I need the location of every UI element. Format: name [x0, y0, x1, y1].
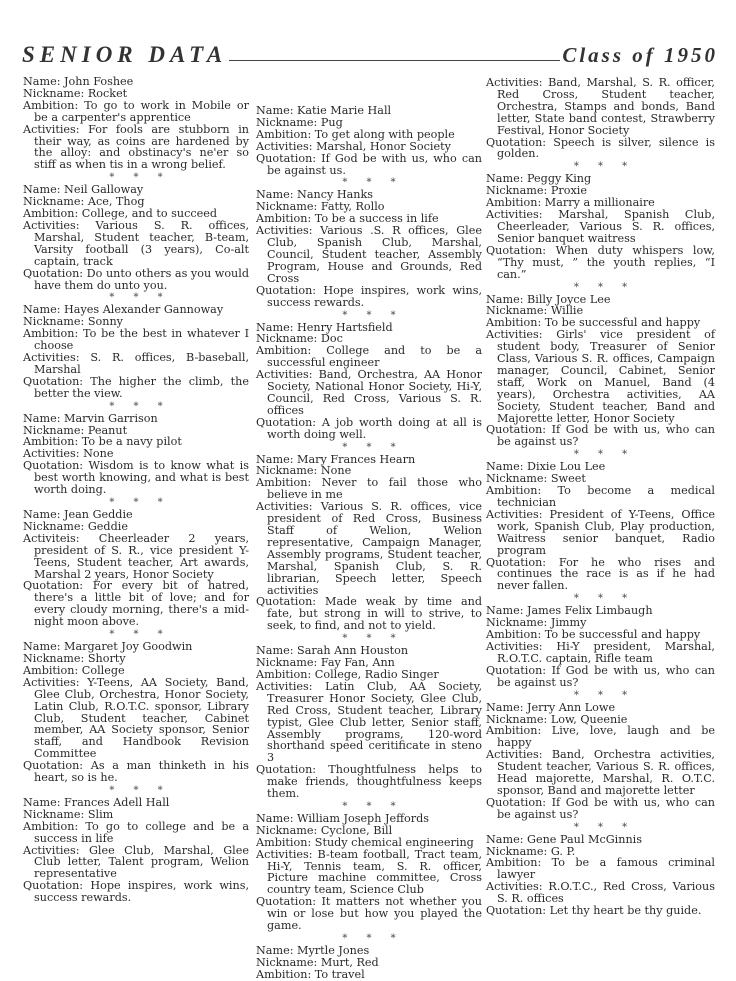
field-label: Name: — [486, 604, 524, 618]
field-value: For he who rises and continues the race is as if he had never fallen. — [497, 555, 715, 593]
field-label: Ambition: — [486, 628, 542, 642]
field-label: Quotation: — [23, 759, 84, 773]
field-value: For every bit of hatred, there's a little bit of love; and for every cloudy morning, there's a mid-night moon above. — [34, 579, 250, 629]
entry-separator: * * * — [573, 449, 636, 461]
field-label: Quotation: — [256, 415, 317, 429]
field-value: Band, Marshal, S. R. officer, Red Cross, Student teacher, Orchestra, Stamps and bonds, Band letter, State band contest, Strawberry Festival, Honor Society — [497, 76, 715, 137]
senior-entry — [486, 702, 715, 821]
field-value: Hope inspires, work wins, success rewards. — [34, 879, 249, 905]
senior-entry — [23, 509, 249, 628]
field-label: Name: — [23, 75, 61, 88]
field-value: John Foshee — [64, 75, 134, 88]
field-label: Activities: — [23, 218, 80, 232]
field-value: A job worth doing at all is worth doing well. — [267, 415, 482, 441]
field-ambition — [486, 485, 715, 509]
field-value: Marry a millionaire — [544, 196, 655, 210]
field-value: Doc — [320, 332, 343, 346]
field-value: Geddie — [87, 519, 128, 533]
field-value: Marvin Garrison — [64, 411, 158, 425]
field-label: Nickname: — [256, 955, 318, 969]
field-label: Ambition: — [256, 344, 312, 358]
field-quotation — [486, 424, 715, 448]
field-label: Nickname: — [23, 195, 85, 209]
header-rule — [229, 60, 560, 61]
field-activities — [486, 881, 715, 905]
field-value: Marshal, Honor Society — [316, 139, 451, 153]
field-label: Nickname: — [486, 616, 548, 630]
field-label: Quotation: — [486, 663, 547, 677]
page-header — [22, 38, 718, 68]
field-label: Name: — [486, 172, 524, 186]
field-label: Quotation: — [486, 243, 547, 257]
field-label: Nickname: — [256, 115, 318, 129]
field-activities — [486, 509, 715, 557]
field-activities — [256, 849, 482, 897]
field-label: Ambition: — [256, 835, 312, 849]
senior-entry — [23, 76, 249, 171]
field-quotation — [256, 285, 482, 309]
field-label: Name: — [23, 303, 61, 317]
field-label: Quotation: — [23, 879, 84, 893]
field-activities — [486, 77, 715, 137]
senior-entry — [23, 641, 249, 784]
entry-separator: * * * — [573, 821, 636, 833]
field-ambition — [23, 328, 249, 352]
field-value: Nancy Hanks — [297, 188, 373, 202]
field-label: Ambition: — [486, 724, 542, 738]
field-ambition — [486, 725, 715, 749]
senior-entry — [256, 645, 482, 800]
field-label: Ambition: — [256, 667, 312, 681]
field-label: Nickname: — [256, 332, 318, 346]
field-label: Activities: — [486, 208, 543, 222]
field-value: To get along with people — [314, 127, 455, 141]
field-label: Quotation: — [256, 283, 317, 297]
field-value: William Joseph Jeffords — [297, 811, 430, 825]
field-label: Nickname: — [23, 807, 85, 821]
field-value: To be a famous criminal lawyer — [497, 856, 716, 882]
field-label: Nickname: — [256, 656, 318, 670]
field-value: To go to college and be a success in life — [34, 819, 249, 845]
field-label: Ambition: — [23, 327, 79, 341]
field-label: Name: — [23, 183, 61, 197]
field-label: Name: — [256, 452, 294, 466]
field-value: It matters not whether you win or lose but how you played the game. — [267, 895, 482, 933]
field-value: Live, love, laugh and be happy — [497, 724, 715, 750]
entry-separator: * * * — [342, 800, 404, 812]
field-label: Name: — [486, 700, 524, 714]
field-ambition — [23, 821, 249, 845]
entry-separator: * * * — [109, 172, 171, 184]
field-value: Gene Paul McGinnis — [527, 832, 642, 846]
field-value: Murt, Red — [320, 955, 379, 969]
senior-entry — [486, 834, 715, 917]
field-ambition — [256, 477, 482, 501]
field-label: Name: — [256, 104, 294, 117]
field-label: Name: — [486, 460, 524, 474]
senior-entry — [256, 322, 482, 441]
field-value: Hi-Y president, Marshal, R.O.T.C. captain, Rifle team — [497, 639, 715, 665]
field-value: Low, Queenie — [550, 712, 628, 726]
entry-separator: * * * — [109, 497, 171, 508]
field-label: Nickname: — [486, 184, 548, 198]
field-value: B-team football, Tract team, Hi-Y, Tennis team, S. R. officer, Picture machine committee, Cross country team, Science Club — [267, 847, 482, 897]
field-value: The higher the climb, the better the view. — [34, 374, 249, 400]
field-value: To travel — [314, 967, 365, 981]
field-value: College, Radio Singer — [314, 667, 439, 681]
field-value: Billy Joyce Lee — [527, 292, 611, 306]
field-activities — [23, 677, 249, 760]
field-label: Activities: — [256, 500, 313, 514]
field-activiteis — [23, 533, 249, 581]
senior-entry — [486, 605, 715, 688]
field-value: Willie — [550, 304, 584, 318]
field-value: Wisdom is to know what is best worth knowing, and what is best worth doing. — [34, 459, 249, 497]
field-label: Ambition: — [486, 196, 542, 210]
field-label: Activities: — [256, 679, 313, 693]
field-value: To be the best in whatever I choose — [34, 327, 249, 353]
field-quotation — [486, 665, 715, 689]
field-value: Cheerleader 2 years, president of S. R., vice president Y-Teens, Student teacher, Art awards, Marshal 2 years, Honor Society — [34, 531, 249, 581]
field-activities — [23, 845, 249, 881]
field-quotation — [256, 764, 482, 800]
field-value: College and to be a successful engineer — [267, 344, 482, 370]
field-label: Name: — [256, 320, 294, 334]
senior-entry — [256, 813, 482, 932]
field-value: Hayes Alexander Gannoway — [64, 303, 224, 317]
field-value: Katie Marie Hall — [297, 104, 392, 117]
field-label: Ambition: — [23, 98, 79, 112]
field-value: President of Y-Teens, Office work, Spanish Club, Play production, Waitress senior banquet, Radio program — [497, 507, 715, 557]
field-quotation — [23, 460, 249, 496]
field-ambition — [23, 100, 249, 124]
field-label: Quotation: — [23, 579, 84, 593]
entry-separator: * * * — [342, 309, 404, 321]
field-quotation — [256, 596, 482, 632]
senior-entry — [23, 797, 249, 904]
field-label: Quotation: — [486, 555, 547, 569]
field-label: Name: — [486, 292, 524, 306]
field-label: Name: — [23, 640, 61, 654]
field-value: Neil Galloway — [64, 183, 144, 197]
field-value: Shorty — [87, 651, 126, 665]
field-label: Ambition: — [23, 435, 79, 449]
field-label: Name: — [486, 832, 524, 846]
field-label: Nickname: — [486, 844, 548, 858]
senior-entry — [486, 173, 715, 280]
field-label: Quotation: — [256, 595, 317, 609]
field-label: Nickname: — [23, 423, 85, 437]
field-value: Fay Fan, Ann — [320, 656, 395, 670]
field-activities — [256, 681, 482, 764]
field-value: Marshal, Spanish Club, Cheerleader, Various S. R. offices, Senior banquet waitress — [497, 208, 715, 245]
field-value: Peanut — [87, 423, 128, 437]
field-quotation — [256, 153, 482, 177]
field-label: Quotation: — [486, 904, 547, 918]
field-label: Quotation: — [23, 374, 84, 388]
field-value: Rocket — [87, 86, 128, 100]
senior-entry — [256, 189, 482, 308]
field-value: When duty whispers low, “Thy must, ” the youth replies, “I can.” — [497, 243, 715, 281]
entry-separator: * * * — [573, 161, 636, 173]
entry-separator: * * * — [573, 593, 636, 605]
field-label: Name: — [256, 644, 294, 658]
field-label: Nickname: — [23, 315, 85, 329]
field-label: Activities: — [486, 639, 543, 653]
field-value: To be successful and happy — [544, 316, 701, 330]
field-value: Proxie — [550, 184, 587, 198]
entry-separator: * * * — [573, 689, 636, 701]
senior-entry — [256, 945, 482, 981]
field-quotation — [486, 797, 715, 821]
entry-separator: * * * — [109, 292, 171, 304]
field-label: Activities: — [23, 122, 80, 136]
field-value: Y-Teens, AA Society, Band, Glee Club, Orchestra, Honor Society, Latin Club, R.O.T.C. sponsor, Library Club, Student teacher, Cabinet member, AA Society sponsor, Senior staff, and Handbook Revision Committee — [34, 675, 249, 761]
field-value: None — [83, 447, 114, 461]
field-label: Nickname: — [256, 200, 318, 214]
field-label: Activiteis: — [23, 531, 80, 545]
field-ambition — [256, 969, 482, 981]
field-label: Nickname: — [23, 86, 85, 100]
field-value: Henry Hartsfield — [297, 320, 393, 334]
field-value: Margaret Joy Goodwin — [64, 640, 193, 654]
field-label: Activities: — [486, 328, 543, 342]
field-activities — [23, 352, 249, 376]
field-label: Activities: — [486, 748, 543, 762]
field-label: Name: — [23, 508, 61, 521]
field-value: Girls' vice president of student body, Treasurer of Senior Class, Various S. R. offices, Campaign manager, Council, Cabinet, Senior staff, Work on Manuel, Band (4 years), Orchestra activities, AA Society, Student teacher, Band and Majorette letter, Honor Society — [497, 328, 715, 425]
column-2 — [256, 105, 482, 981]
field-label: Activities: — [256, 847, 313, 861]
senior-entry — [23, 304, 249, 399]
field-value: Do unto others as you would have them do unto you. — [34, 266, 250, 292]
field-activities — [256, 369, 482, 417]
field-label: Activities: — [256, 224, 313, 238]
field-label: Quotation: — [486, 423, 547, 437]
field-quotation — [23, 880, 249, 904]
field-label: Quotation: — [23, 459, 84, 473]
field-quotation — [23, 268, 249, 292]
field-label: Activities: — [486, 880, 543, 894]
field-value: Sweet — [550, 472, 586, 486]
field-value: Jerry Ann Lowe — [527, 700, 616, 714]
entry-separator: * * * — [109, 629, 171, 641]
field-value: Let thy heart be thy guide. — [549, 904, 702, 918]
field-label: Ambition: — [256, 212, 312, 226]
field-value: To go to work in Mobile or be a carpenter's apprentice — [34, 98, 249, 124]
field-label: Quotation: — [256, 895, 317, 909]
field-label: Name: — [256, 188, 294, 202]
field-label: Ambition: — [256, 476, 312, 490]
field-value: Various .S. R offices, Glee Club, Spanish Club, Marshal, Council, Student teacher, Assembly Program, House and Grounds, Red Cross — [267, 224, 482, 285]
field-value: Mary Frances Hearn — [297, 452, 416, 466]
field-value: To be a navy pilot — [81, 435, 182, 449]
field-label: Ambition: — [256, 127, 312, 141]
field-value: To be successful and happy — [544, 628, 701, 642]
entry-separator: * * * — [342, 441, 404, 453]
field-activities — [486, 749, 715, 797]
senior-entry — [486, 461, 715, 592]
field-activities — [256, 225, 482, 285]
field-value: Various S. R. offices, Marshal, Student teacher, B-team, Varsity football (3 years), Co-alt captain, track — [34, 218, 250, 268]
field-value: Band, Orchestra, AA Honor Society, National Honor Society, Hi-Y, Council, Red Cross, Various S. R. offices — [267, 368, 482, 417]
field-label: Name: — [23, 795, 61, 809]
senior-entry — [23, 413, 249, 496]
field-quotation — [256, 417, 482, 441]
field-value: Fatty, Rollo — [320, 200, 385, 214]
field-label: Activities: — [23, 675, 80, 689]
field-value: Jean Geddie — [64, 508, 133, 521]
field-value: To become a medical technician — [497, 484, 715, 509]
field-value: Ace, Thog — [87, 195, 145, 209]
field-label: Activities: — [486, 507, 543, 521]
field-value: Hope inspires, work wins, success rewards. — [267, 283, 482, 309]
field-ambition — [486, 857, 715, 881]
field-label: Nickname: — [486, 712, 548, 726]
field-label: Ambition: — [486, 316, 542, 330]
senior-entry — [486, 77, 715, 160]
field-label: Quotation: — [486, 795, 547, 809]
senior-entry — [486, 294, 715, 449]
field-label: Ambition: — [23, 207, 79, 221]
field-value: Band, Orchestra activities, Student teacher, Various S. R. offices, Head majorette, Marshal, R. O.T.C. sponsor, Band and majorette letter — [497, 748, 715, 797]
field-label: Nickname: — [486, 472, 548, 486]
field-quotation — [256, 896, 482, 932]
field-value: Pug — [320, 115, 343, 129]
field-label: Activities: — [256, 139, 313, 153]
senior-entry — [256, 105, 482, 176]
entry-separator: * * * — [109, 400, 171, 412]
field-label: Name: — [256, 811, 294, 825]
field-label: Activities: — [23, 447, 80, 461]
field-quotation — [486, 137, 715, 161]
senior-entry — [256, 454, 482, 633]
field-value: Glee Club, Marshal, Glee Club letter, Talent program, Welion representative — [34, 843, 249, 881]
field-label: Quotation: — [486, 135, 547, 149]
field-value: Cyclone, Bill — [320, 823, 393, 837]
field-value: College, and to succeed — [81, 207, 218, 221]
field-activities — [256, 501, 482, 596]
field-value: James Felix Limbaugh — [527, 604, 653, 618]
field-value: R.O.T.C., Red Cross, Various S. R. offices — [497, 880, 715, 906]
field-activities — [486, 641, 715, 665]
class-year-label: Class of 1950 — [562, 43, 718, 67]
field-label: Name: — [23, 411, 61, 425]
field-value: Frances Adell Hall — [64, 795, 170, 809]
field-quotation — [23, 760, 249, 784]
field-label: Ambition: — [256, 967, 312, 981]
field-label: Nickname: — [486, 304, 548, 318]
field-value: Study chemical engineering — [314, 835, 474, 849]
entry-separator: * * * — [342, 177, 404, 189]
field-value: Peggy King — [527, 172, 592, 186]
field-value: Speech is silver, silence is golden. — [497, 135, 715, 161]
field-activities — [486, 329, 715, 424]
field-value: If God be with us, who can be against us? — [497, 663, 716, 689]
field-quotation — [486, 557, 715, 593]
field-value: If God be with us, who can be against us? — [497, 795, 716, 821]
field-value: College — [81, 663, 125, 677]
field-value: Latin Club, AA Society, Treasurer Honor Society, Glee Club, Red Cross, Student teacher, Library typist, Glee Club letter, Senior staff, Assembly programs, 120-word shorthand speed ceritificate in steno 3 — [267, 679, 482, 765]
field-label: Nickname: — [23, 651, 85, 665]
page-title: SENIOR DATA — [22, 42, 228, 67]
field-label: Ambition: — [23, 663, 79, 677]
field-label: Name: — [256, 944, 294, 957]
field-label: Quotation: — [256, 763, 317, 777]
field-label: Nickname: — [23, 519, 85, 533]
field-value: For fools are stubborn in their way, as coins are hardened by the alloy: and obstinacy's ne'er so stiff as when tis in a wrong belief. — [34, 122, 249, 172]
field-quotation — [23, 376, 249, 400]
field-ambition — [256, 345, 482, 369]
field-value: Dixie Lou Lee — [527, 460, 606, 474]
field-quotation — [486, 245, 715, 281]
senior-entry — [23, 184, 249, 291]
field-value: If God be with us, who can be against us. — [267, 151, 482, 177]
entry-separator: * * * — [109, 784, 171, 796]
field-label: Ambition: — [23, 819, 79, 833]
field-quotation — [23, 580, 249, 628]
field-label: Activities: — [256, 368, 313, 382]
entry-separator: * * * — [573, 281, 636, 293]
field-value: Slim — [87, 807, 114, 821]
field-activities — [23, 220, 249, 268]
field-value: If God be with us, who can be against us? — [497, 423, 716, 449]
field-value: Made weak by time and fate, but strong in will to strive, to seek, to find, and not to yield. — [267, 595, 482, 633]
field-label: Ambition: — [486, 856, 542, 870]
field-label: Nickname: — [256, 464, 318, 478]
field-value: To be a success in life — [314, 212, 439, 226]
field-label: Activities: — [486, 76, 543, 89]
column-1 — [23, 76, 249, 904]
field-value: As a man thinketh in his heart, so is he. — [34, 759, 249, 785]
field-activities — [486, 209, 715, 245]
field-value: G. P. — [550, 844, 576, 858]
field-label: Nickname: — [256, 823, 318, 837]
field-value: Various S. R. offices, vice president of Red Cross, Business Staff of Welion, Welion representative, Campaign Manager, Assembly programs, Student teacher, Marshal, Spanish Club, S. R. librarian, Speech letter, Speech activities — [267, 500, 482, 597]
field-label: Activities: — [23, 843, 80, 857]
field-activities — [23, 124, 249, 172]
field-label: Quotation: — [23, 266, 84, 280]
field-value: None — [320, 464, 352, 478]
field-value: Sonny — [87, 315, 123, 329]
field-value: Sarah Ann Houston — [297, 644, 409, 658]
entry-separator: * * * — [342, 933, 404, 944]
field-label: Quotation: — [256, 151, 317, 165]
field-value: Never to fail those who believe in me — [267, 476, 482, 502]
field-value: S. R. offices, B-baseball, Marshal — [34, 351, 249, 376]
entry-separator: * * * — [342, 633, 404, 645]
field-quotation — [486, 905, 715, 917]
column-3 — [486, 77, 715, 917]
field-value: Thoughtfulness helps to make friends, thoughtfulness keeps them. — [267, 763, 482, 801]
field-value: Myrtle Jones — [297, 944, 370, 957]
field-label: Activities: — [23, 351, 80, 365]
field-label: Ambition: — [486, 484, 542, 498]
field-value: Jimmy — [550, 616, 587, 630]
